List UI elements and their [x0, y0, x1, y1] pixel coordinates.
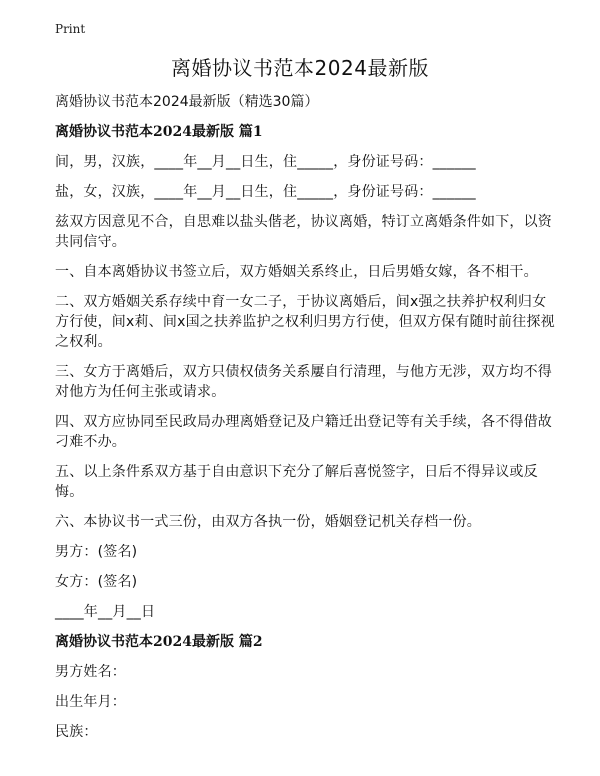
ethnicity-field: 民族：: [55, 724, 98, 740]
birth-date-field: 出生年月：: [55, 694, 126, 710]
male-name-field: 男方姓名：: [55, 664, 126, 680]
male-signature-line: 男方：(签名): [55, 544, 138, 560]
female-signature-line: 女方：(签名): [55, 574, 138, 590]
section-heading-1: 离婚协议书范本2024最新版 篇1: [55, 124, 263, 140]
document-body: [55, 92, 555, 752]
preamble-paragraph: 兹双方因意见不合，自思难以盐头偕老，协议离婚，特订立离婚条件如下，以资共同信守。: [55, 214, 552, 250]
clause-3: 三、女方于离婚后，双方只债权债务关系屢自行清理，与他方无涉，双方均不得对他方为任何主张或请求。: [55, 364, 552, 400]
clause-4: 四、双方应协同至民政局办理离婚登记及户籍迁出登记等有关手续，各不得借故刁难不办。: [55, 414, 552, 450]
party-male-info: 间，男，汉族，____年__月__日生，住_____，身份证号码：______: [55, 154, 476, 170]
clause-5: 五、以上条件系双方基于自由意识下充分了解后喜悦签字，日后不得异议或反悔。: [55, 464, 538, 500]
document-subtitle: 离婚协议书范本2024最新版（精选30篇）: [55, 94, 319, 110]
document-title: 离婚协议书范本2024最新版: [171, 56, 429, 80]
section-heading-2: 离婚协议书范本2024最新版 篇2: [55, 634, 263, 650]
clause-6: 六、本协议书一式三份，由双方各执一份，婚姻登记机关存档一份。: [55, 514, 481, 530]
clause-2: 二、双方婚姻关系存续中育一女二子，于协议离婚后，间x强之扶养护权利归女方行使，间x莉、间x国之扶养监护之权利归男方行使，但双方保有随时前往探视之权利。: [55, 294, 555, 350]
clause-1: 一、自本离婚协议书签立后，双方婚姻关系终止，日后男婚女嫁，各不相干。: [55, 264, 538, 280]
party-female-info: 盐，女，汉族，____年__月__日生，住_____，身份证号码：______: [55, 184, 476, 200]
print-link[interactable]: Print: [55, 22, 86, 36]
date-line: ____年__月__日: [55, 604, 156, 620]
